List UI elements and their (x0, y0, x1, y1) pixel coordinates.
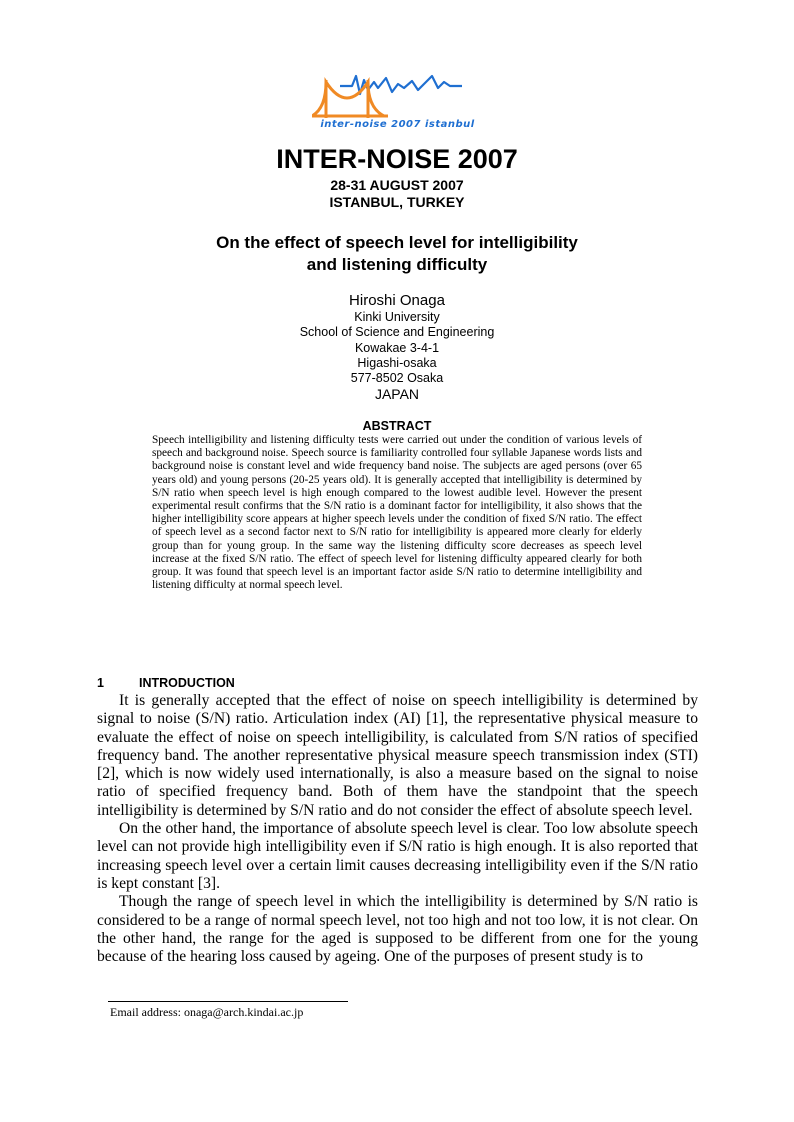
paper-title (0, 232, 794, 276)
logo-caption: inter-noise 2007 istanbul (320, 119, 475, 130)
author-name: Hiroshi Onaga (349, 292, 445, 309)
section-body (97, 692, 698, 966)
section-number: 1 (97, 676, 104, 690)
affiliation-line: School of Science and Engineering (299, 325, 495, 340)
paper-title-line-2: and listening difficulty (306, 255, 488, 274)
conference-name: INTER-NOISE 2007 (276, 144, 518, 174)
author-country: JAPAN (374, 386, 420, 403)
footnote: Email address: onaga@arch.kindai.ac.jp (110, 1005, 304, 1019)
section-heading (97, 676, 235, 690)
abstract-text: Speech intelligibility and listening difficulty tests were carried out under the condition of various levels of speech and background noise. Speech source is familiarity controlled four syllable Japanese words lists and background noise is constant level and wide frequency band noise. The subjects are aged persons (over 65 years old) and young persons (20-25 years old). It is generally accepted that intelligibility is determined by S/N ratio when speech level is high enough compared to the lowest audible level. However the present experimental result confirms that the S/N ratio is a dominant factor for intelligibility, it also shows that the higher intelligibility score appears at higher speech levels under the condition of fixed S/N ratio. The effect of speech level as a second factor next to S/N ratio for intelligibility is appeared more clearly for elderly group than for young group. In the same way the listening difficulty score decreases as speech level increase at the fixed S/N ratio. The effect of speech level for listening difficulty appeared clearly for both group. It was found that speech level is an important factor aside S/N ratio to determine intelligibility and listening difficulty at normal speech level. (152, 434, 642, 592)
section-title: INTRODUCTION (139, 676, 235, 690)
paragraph: On the other hand, the importance of absolute speech level is clear. Too low absolute speech level can not provide high intelligibility even if S/N ratio is high enough. It is also reported that increasing speech level over a certain limit causes decreasing intelligibility even if the S/N ratio is kept constant [3]. (97, 820, 698, 892)
footnote-rule (108, 1001, 348, 1002)
abstract-heading: ABSTRACT (362, 419, 432, 433)
affiliation-line: 577-8502 Osaka (350, 371, 444, 386)
conference-place: ISTANBUL, TURKEY (329, 194, 465, 210)
paper-title-line-1: On the effect of speech level for intelligibility (216, 233, 578, 252)
author-block (0, 292, 794, 403)
waveform-icon (340, 76, 462, 94)
affiliation-line: Higashi-osaka (357, 355, 437, 370)
paragraph: It is generally accepted that the effect of noise on speech intelligibility is determined by signal to noise (S/N) ratio. Articulation index (AI) [1], the representative physical measure to evaluate the effect of noise on speech intelligibility, is calculated from S/N ratios of specified frequency band. The another representative physical measure speech transmission index (STI) [2], which is now widely used internationally, is also a measure based on the signal to noise ratio of specified frequency band. Both of them have the standpoint that the speech intelligibility is determined by S/N ratio and do not consider the effect of absolute speech level. (97, 692, 698, 819)
affiliation-line: Kowakae 3-4-1 (354, 340, 440, 355)
affiliation-line: Kinki University (354, 310, 440, 324)
paragraph: Though the range of speech level in which the intelligibility is determined by S/N ratio is considered to be a range of normal speech level, not too high and not too low, it is not clear. On the other hand, the range for the aged is supposed to be different from one for the young because of the hearing loss caused by ageing. One of the purposes of present study is to (97, 893, 698, 966)
conference-date: 28-31 AUGUST 2007 (330, 177, 464, 193)
